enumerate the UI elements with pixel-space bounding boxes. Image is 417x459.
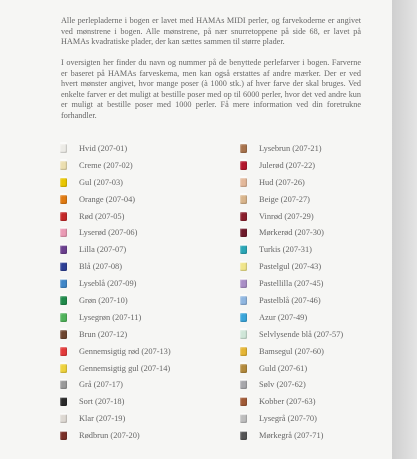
color-label: Lilla (207-07) bbox=[79, 245, 127, 255]
color-swatch-item bbox=[60, 292, 220, 309]
color-swatch-item bbox=[60, 376, 220, 393]
color-swatch-item bbox=[240, 208, 400, 225]
bead-jar-icon bbox=[240, 296, 247, 305]
bead-jar-icon bbox=[240, 144, 247, 153]
color-swatch-item bbox=[240, 393, 400, 410]
color-label: Bamsegul (207-60) bbox=[259, 346, 324, 356]
color-swatch-item bbox=[240, 140, 400, 157]
color-label: Blå (207-08) bbox=[79, 262, 123, 272]
color-label: Pastellilla (207-45) bbox=[259, 279, 324, 289]
color-swatch-item bbox=[60, 208, 220, 225]
color-label: Kobber (207-63) bbox=[259, 397, 316, 407]
color-swatch-item bbox=[60, 275, 220, 292]
color-swatch-item bbox=[60, 191, 220, 208]
color-label: Grøn (207-10) bbox=[79, 295, 128, 305]
color-label: Vinrød (207-29) bbox=[259, 211, 314, 221]
bead-jar-icon bbox=[60, 245, 67, 254]
bead-jar-icon bbox=[60, 212, 67, 221]
intro-paragraph-2: I oversigten her finder du navn og nummer på de benyttede perlefarver i bogen. Farverne er baseret på HAMAs farveskema, men kan også erstattes af andre mærker. Der er ved hvert mønster angivet, hvor mange poser (à 1000 stk.) af hver farve der skal bruges. Ved enkelte farver er det muligt at bestille poser med op til 6000 perler, hvor det ved andre kun er muligt at bestille poser med 1000 perler. Få mere information ved din foretrukne forhandler. bbox=[61, 58, 361, 120]
bead-jar-icon bbox=[240, 178, 247, 187]
bead-jar-icon bbox=[60, 347, 67, 356]
color-swatch-item bbox=[60, 224, 220, 241]
color-label: Hud (207-26) bbox=[259, 177, 305, 187]
color-swatch-item bbox=[60, 410, 220, 427]
bead-jar-icon bbox=[240, 380, 247, 389]
bead-jar-icon bbox=[240, 245, 247, 254]
color-swatch-item bbox=[240, 376, 400, 393]
color-swatch-item bbox=[60, 157, 220, 174]
bead-jar-icon bbox=[240, 279, 247, 288]
bead-jar-icon bbox=[60, 262, 67, 271]
bead-jar-icon bbox=[60, 279, 67, 288]
color-swatch-item bbox=[240, 191, 400, 208]
color-label: Turkis (207-31) bbox=[259, 245, 312, 255]
bead-jar-icon bbox=[240, 212, 247, 221]
color-label: Beige (207-27) bbox=[259, 194, 310, 204]
color-label: Creme (207-02) bbox=[79, 160, 133, 170]
color-label: Pastelblå (207-46) bbox=[259, 295, 321, 305]
color-swatch-item bbox=[60, 427, 220, 444]
bead-jar-icon bbox=[240, 347, 247, 356]
color-swatch-item bbox=[60, 360, 220, 377]
bead-jar-icon bbox=[60, 161, 67, 170]
color-label: Sort (207-18) bbox=[79, 397, 125, 407]
bead-jar-icon bbox=[60, 144, 67, 153]
color-list-right bbox=[240, 140, 400, 444]
color-label: Mørkerød (207-30) bbox=[259, 228, 324, 238]
bead-jar-icon bbox=[60, 228, 67, 237]
color-label: Selvlysende blå (207-57) bbox=[259, 329, 344, 339]
color-label: Orange (207-04) bbox=[79, 194, 136, 204]
color-swatch-item bbox=[240, 174, 400, 191]
bead-jar-icon bbox=[60, 397, 67, 406]
bead-jar-icon bbox=[240, 431, 247, 440]
bead-jar-icon bbox=[240, 330, 247, 339]
color-label: Pastelgul (207-43) bbox=[259, 262, 322, 272]
color-label: Lyseblå (207-09) bbox=[79, 279, 137, 289]
color-swatch-item bbox=[60, 241, 220, 258]
color-label: Gennemsigtig gul (207-14) bbox=[79, 363, 171, 373]
color-swatch-item bbox=[240, 258, 400, 275]
color-swatch-item bbox=[240, 241, 400, 258]
color-label: Lysegrå (207-70) bbox=[259, 414, 317, 424]
bead-jar-icon bbox=[240, 397, 247, 406]
color-label: Julerød (207-22) bbox=[259, 160, 316, 170]
color-swatch-item bbox=[240, 410, 400, 427]
color-swatch-item bbox=[60, 309, 220, 326]
bead-jar-icon bbox=[60, 296, 67, 305]
color-label: Mørkegrå (207-71) bbox=[259, 431, 324, 441]
bead-jar-icon bbox=[60, 414, 67, 423]
color-swatch-item bbox=[60, 174, 220, 191]
color-swatch-item bbox=[240, 309, 400, 326]
bead-jar-icon bbox=[60, 330, 67, 339]
color-swatch-item bbox=[60, 393, 220, 410]
color-swatch-item bbox=[240, 427, 400, 444]
color-label: Gul (207-03) bbox=[79, 177, 123, 187]
color-swatch-item bbox=[60, 258, 220, 275]
color-label: Rødbrun (207-20) bbox=[79, 431, 140, 441]
color-label: Gennemsigtig rød (207-13) bbox=[79, 346, 171, 356]
color-swatch-item bbox=[240, 326, 400, 343]
color-swatch-item bbox=[240, 224, 400, 241]
color-swatch-item bbox=[240, 292, 400, 309]
bead-jar-icon bbox=[240, 161, 247, 170]
color-label: Brun (207-12) bbox=[79, 329, 128, 339]
color-swatch-item bbox=[240, 157, 400, 174]
color-swatch-item bbox=[60, 343, 220, 360]
bead-jar-icon bbox=[240, 228, 247, 237]
bead-jar-icon bbox=[240, 414, 247, 423]
color-swatch-item bbox=[60, 140, 220, 157]
color-label: Guld (207-61) bbox=[259, 363, 308, 373]
color-label: Hvid (207-01) bbox=[79, 143, 128, 153]
color-label: Azur (207-49) bbox=[259, 312, 308, 322]
bead-jar-icon bbox=[240, 313, 247, 322]
color-label: Lysegrøn (207-11) bbox=[79, 312, 142, 322]
bead-jar-icon bbox=[60, 431, 67, 440]
bead-jar-icon bbox=[240, 262, 247, 271]
bead-jar-icon bbox=[240, 364, 247, 373]
intro-paragraph-1: Alle perlepladerne i bogen er lavet med HAMAs MIDI perler, og farvekoderne er angivet ved mønstrene i bogen. Alle mønstrene, på nær snurretoppene på side 68, er lavet på HAMAs kvadratiske plader, der kan sættes sammen til større plader. bbox=[61, 16, 361, 47]
page-edge bbox=[392, 0, 417, 459]
bead-jar-icon bbox=[60, 178, 67, 187]
color-label: Rød (207-05) bbox=[79, 211, 125, 221]
color-label: Klar (207-19) bbox=[79, 414, 126, 424]
color-swatch-item bbox=[60, 326, 220, 343]
bead-jar-icon bbox=[60, 195, 67, 204]
color-label: Sølv (207-62) bbox=[259, 380, 306, 390]
color-swatch-item bbox=[240, 275, 400, 292]
bead-jar-icon bbox=[60, 380, 67, 389]
color-label: Lysebrun (207-21) bbox=[259, 143, 322, 153]
bead-jar-icon bbox=[60, 313, 67, 322]
color-swatch-item bbox=[240, 360, 400, 377]
color-label: Lyserød (207-06) bbox=[79, 228, 138, 238]
color-label: Grå (207-17) bbox=[79, 380, 123, 390]
bead-jar-icon bbox=[60, 364, 67, 373]
color-swatch-item bbox=[240, 343, 400, 360]
bead-jar-icon bbox=[240, 195, 247, 204]
color-list-left bbox=[60, 140, 220, 444]
